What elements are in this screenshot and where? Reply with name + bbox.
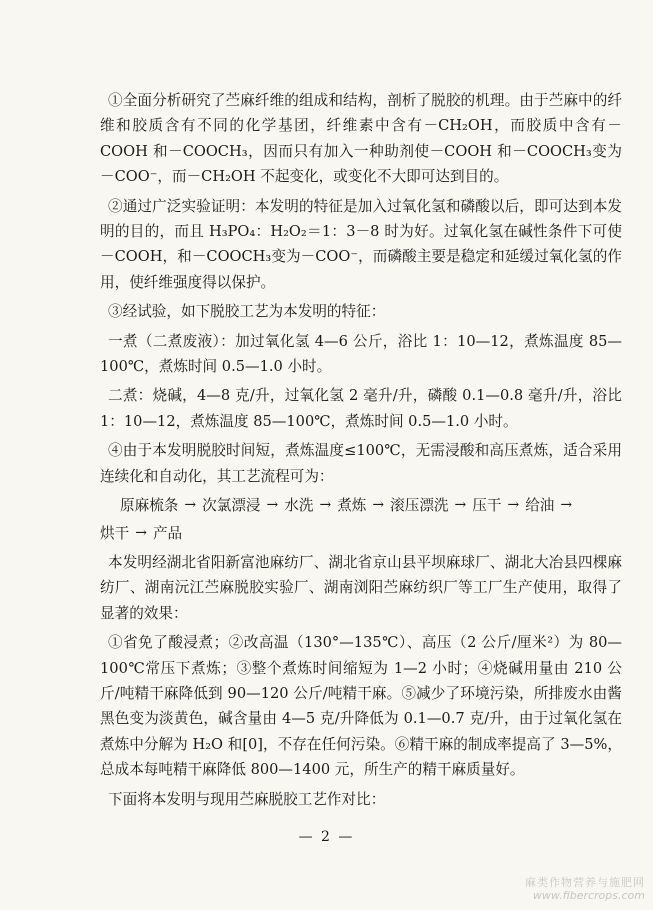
arrow-right-icon: → (454, 497, 467, 514)
watermark (525, 876, 645, 902)
paragraph-6: ④由于本发明脱胶时间短，煮炼温度≤100℃，无需浸酸和高压煮炼，适合采用连续化和自动化，其工艺流程可为： (100, 442, 622, 485)
watermark-url: www.fibercrops.com (532, 889, 645, 902)
arrow-right-icon: → (560, 497, 573, 514)
paragraph-2: ②通过广泛实验证明：本发明的特征是加入过氧化氢和磷酸以后，即可达到本发明的目的，而且 H₃PO₄：H₂O₂＝1：3－8 时为好。过氧化氢在碱性条件下可使－COOH，和－COOCH₃变为－COO⁻，而磷酸主要是稳定和延缓过氧化氢的作用，使纤维强度得以保护。 (100, 197, 622, 291)
arrow-right-icon: → (372, 497, 385, 514)
flow-step: 水洗 (284, 497, 314, 515)
arrow-right-icon: → (507, 497, 520, 514)
arrow-right-icon: → (319, 497, 332, 514)
arrow-right-icon: → (135, 524, 147, 541)
paragraph-9: 下面将本发明与现用苎麻脱胶工艺作对比： (108, 790, 386, 808)
arrow-right-icon: → (184, 497, 197, 514)
paragraph-3: ③经试验，如下脱胶工艺为本发明的特征： (108, 303, 386, 321)
paragraph-4: 一煮（二煮废液）：加过氧化氢 4—6 公斤，浴比 1：10—12，煮炼温度 85—100℃，煮炼时间 0.5—1.0 小时。 (100, 332, 622, 376)
flow-step: 压干 (472, 497, 502, 515)
process-flow (100, 493, 622, 518)
arrow-right-icon: → (266, 497, 279, 514)
watermark-name: 麻类作物营养与施肥网 (525, 876, 645, 889)
flow-step: 煮炼 (337, 497, 367, 515)
flow-step: 烘干 (100, 524, 130, 542)
flow-step: 产品 (152, 524, 183, 542)
document-body (100, 88, 622, 812)
process-flow-continued (100, 521, 622, 546)
flow-step: 给油 (525, 497, 555, 515)
page-number: — 2 — (298, 829, 355, 845)
flow-step: 次氯漂浸 (202, 497, 261, 515)
flow-step: 滚压漂洗 (390, 497, 449, 515)
paragraph-1: ①全面分析研究了苎麻纤维的组成和结构，剖析了脱胶的机理。由于苎麻中的纤维和胶质含有不同的化学基团，纤维素中含有－CH₂OH，而胶质中含有－COOH 和－COOCH₃，因而只有加入一种助剂使－COOH 和－COOCH₃变为－COO⁻，而－CH₂OH 不起变化，或变化不大即可达到目的。 (100, 92, 622, 186)
flow-step: 原麻梳条 (120, 497, 179, 515)
paragraph-8: ①省免了酸浸煮；②改高温（130°—135℃）、高压（2 公斤/厘米²）为 80—100℃常压下煮炼；③整个煮炼时间缩短为 1—2 小时；④烧碱用量由 210 公斤/吨精干麻降低到 90—120 公斤/吨精干麻。⑤减少了环境污染，所排废水由酱黑色变为淡黄色，碱含量由 4—5 克/升降低为 0.1—0.7 克/升，由于过氧化氢在煮炼中分解为 H₂O 和[0]，不存在任何污染。⑥精干麻的制成率提高了 3—5%，总成本每吨精干麻降低 800—1400 元，所生产的精干麻质量好。 (100, 634, 622, 779)
paragraph-5: 二煮：烧碱，4—8 克/升，过氧化氢 2 毫升/升，磷酸 0.1—0.8 毫升/升，浴比 1：10—12，煮炼温度 85—100℃，煮炼时间 0.5—1.0 小时。 (100, 387, 622, 430)
paragraph-7: 本发明经湖北省阳新富池麻纺厂、湖北省京山县平坝麻球厂、湖北大冶县四棵麻纺厂、湖南沅江苎麻脱胶实验厂、湖南浏阳苎麻纺织厂等工厂生产使用，取得了显著的效果： (100, 553, 622, 622)
